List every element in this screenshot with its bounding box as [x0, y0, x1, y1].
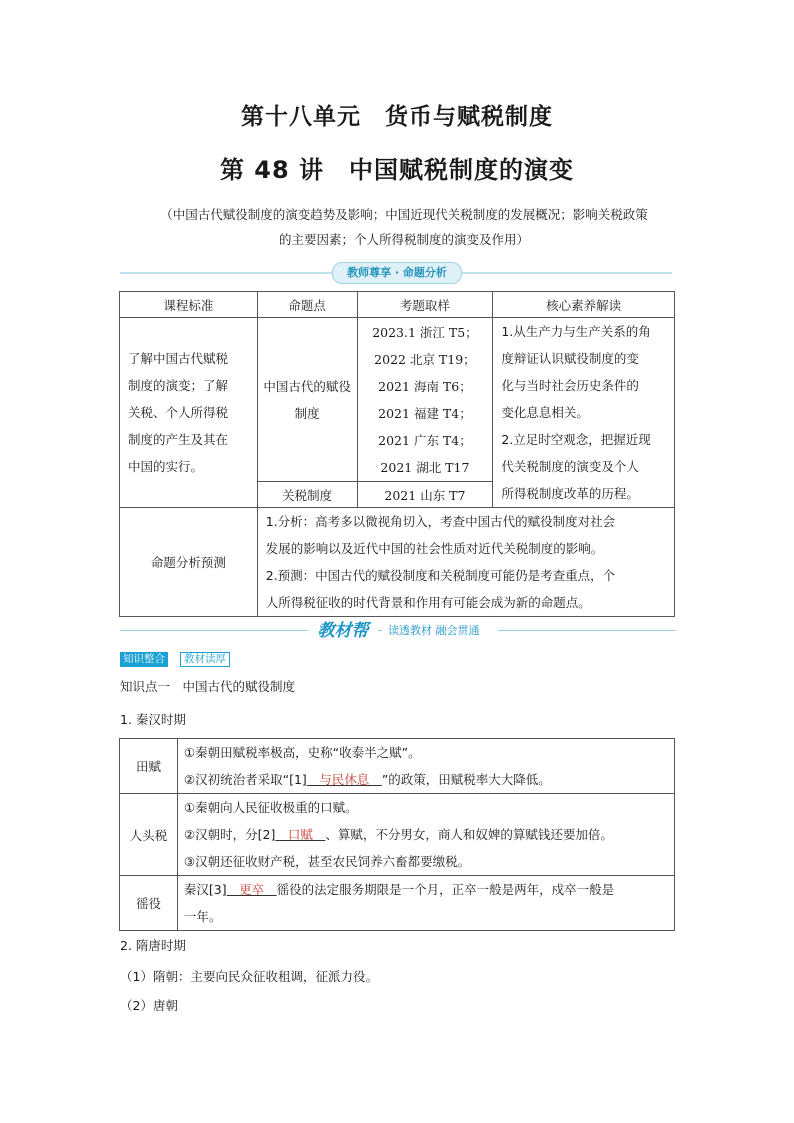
text-span: 徭役的法定服务期限是一个月，正卒一般是两年，戍卒一般是: [276, 882, 615, 897]
unit-title: 第十八单元 货币与赋税制度: [241, 104, 553, 130]
samples-cell: [357, 318, 493, 482]
forecast-label: 命题分析预测: [120, 508, 258, 617]
point-line: 制度: [294, 405, 320, 421]
section-heading: 2. 隋唐时期: [120, 938, 186, 953]
standard-line: 中国的实行。: [128, 459, 204, 474]
header-point: 命题点: [257, 292, 357, 318]
text-span: ②汉朝时，分[2]: [183, 827, 276, 842]
forecast-line: 2.预测：中国古代的赋役制度和关税制度可能仍是考查重点，个: [265, 568, 616, 583]
course-standard-cell: [120, 318, 258, 508]
tianfu-label: 田赋: [120, 739, 178, 794]
sample-line: 2021 湖北 T17: [380, 459, 470, 475]
literacy-cell: [493, 318, 675, 508]
answer-blank: 口赋: [275, 827, 326, 842]
standard-line: 制度的演变；了解: [128, 378, 229, 393]
subtitle-line-1: （中国古代赋役制度的演变趋势及影响；中国近现代关税制度的发展概况；影响关税政策: [160, 207, 648, 222]
forecast-line: 1.分析：高考多以微视角切入，考查中国古代的赋役制度对社会: [265, 514, 616, 529]
literacy-line: 代关税制度的演变及个人: [501, 459, 639, 474]
rentou-line: [184, 821, 674, 848]
text-span: 秦汉[3]: [183, 882, 227, 897]
rentou-label: 人头税: [120, 794, 178, 876]
standard-line: 了解中国古代赋税: [128, 351, 229, 366]
rentou-cell: [177, 794, 674, 876]
table-row: [120, 794, 675, 876]
yaoyi-line: [184, 876, 674, 903]
forecast-row: [120, 508, 675, 617]
tianfu-cell: [177, 739, 674, 794]
table-row: [120, 876, 675, 931]
textbook-badge: 教材读厚: [180, 652, 230, 667]
sample-line: 2022 北京 T19；: [374, 351, 476, 367]
analysis-table: [119, 291, 675, 617]
sui-paragraph: （1）隋朝：主要向民众征收租调，征派力役。: [120, 969, 378, 984]
subtitle: [124, 202, 684, 252]
answer-blank: 更卒: [226, 882, 277, 897]
sample-line: 2021 福建 T4；: [378, 405, 472, 421]
subtitle-line-2: 的主要因素；个人所得税制度的演变及作用）: [278, 232, 529, 247]
knowledge-badge: 知识整合: [120, 652, 168, 667]
table-header-row: [120, 292, 675, 318]
sample-tariff-cell: 2021 山东 T7: [357, 482, 493, 508]
table-row: [120, 739, 675, 794]
textbook-banner-tag: 教材帮: [308, 620, 378, 642]
literacy-line: 2.立足时空观念，把握近现: [501, 432, 651, 447]
textbook-banner-slogan: 读透教材 融会贯通: [382, 622, 498, 640]
header-standard: 课程标准: [120, 292, 258, 318]
tianfu-line: ①秦朝田赋税率极高，史称“收泰半之赋”。: [183, 745, 421, 760]
literacy-line: 所得税制度改革的历程。: [501, 486, 639, 501]
forecast-line: 发展的影响以及近代中国的社会性质对近代关税制度的影响。: [265, 541, 604, 556]
text-span: ②汉初统治者采取“[1]: [183, 772, 307, 787]
literacy-line: 度辩证认识赋役制度的变: [501, 351, 639, 366]
sample-line: 2021 广东 T4；: [378, 432, 472, 448]
literacy-line: 1.从生产力与生产关系的角: [501, 324, 651, 339]
lecture-title: 第 48 讲 中国赋税制度的演变: [219, 156, 575, 184]
standard-line: 制度的产生及其在: [128, 432, 229, 447]
standard-line: 关税、个人所得税: [128, 405, 229, 420]
literacy-line: 变化息息相关。: [501, 405, 589, 420]
qinhan-table: [119, 738, 675, 931]
yaoyi-line: 一年。: [183, 909, 222, 924]
point-ancient-tax-cell: [257, 318, 357, 482]
text-span: ”的政策，田赋税率大大降低。: [381, 772, 551, 787]
tianfu-line: [184, 766, 674, 793]
yaoyi-cell: [177, 876, 674, 931]
rentou-line: ③汉朝还征收财产税，甚至农民饲养六畜都要缴税。: [183, 854, 471, 869]
tang-paragraph: （2）唐朝: [120, 998, 178, 1013]
point-tariff-cell: 关税制度: [257, 482, 357, 508]
literacy-line: 化与当时社会历史条件的: [501, 378, 639, 393]
teacher-banner: [120, 262, 672, 284]
forecast-line: 人所得税征收的时代背景和作用有可能会成为新的命题点。: [265, 595, 591, 610]
header-literacy: 核心素养解读: [493, 292, 675, 318]
point-line: 中国古代的赋役: [263, 378, 351, 394]
knowledge-point-title: 知识点一 中国古代的赋役制度: [120, 679, 296, 694]
sample-line: 2021 海南 T6；: [378, 378, 472, 394]
text-span: 、算赋，不分男女，商人和奴婢的算赋钱还要加倍。: [325, 827, 613, 842]
sample-line: 2023.1 浙江 T5；: [372, 324, 478, 340]
rentou-line: ①秦朝向人民征收极重的口赋。: [183, 800, 358, 815]
section-heading: 1. 秦汉时期: [120, 712, 186, 727]
table-row: [120, 318, 675, 482]
yaoyi-label: 徭役: [120, 876, 178, 931]
forecast-cell: [257, 508, 674, 617]
teacher-banner-label: 教师尊享 · 命题分析: [332, 262, 462, 284]
textbook-banner: [120, 618, 676, 644]
answer-blank: 与民休息: [306, 772, 382, 787]
header-samples: 考题取样: [357, 292, 493, 318]
